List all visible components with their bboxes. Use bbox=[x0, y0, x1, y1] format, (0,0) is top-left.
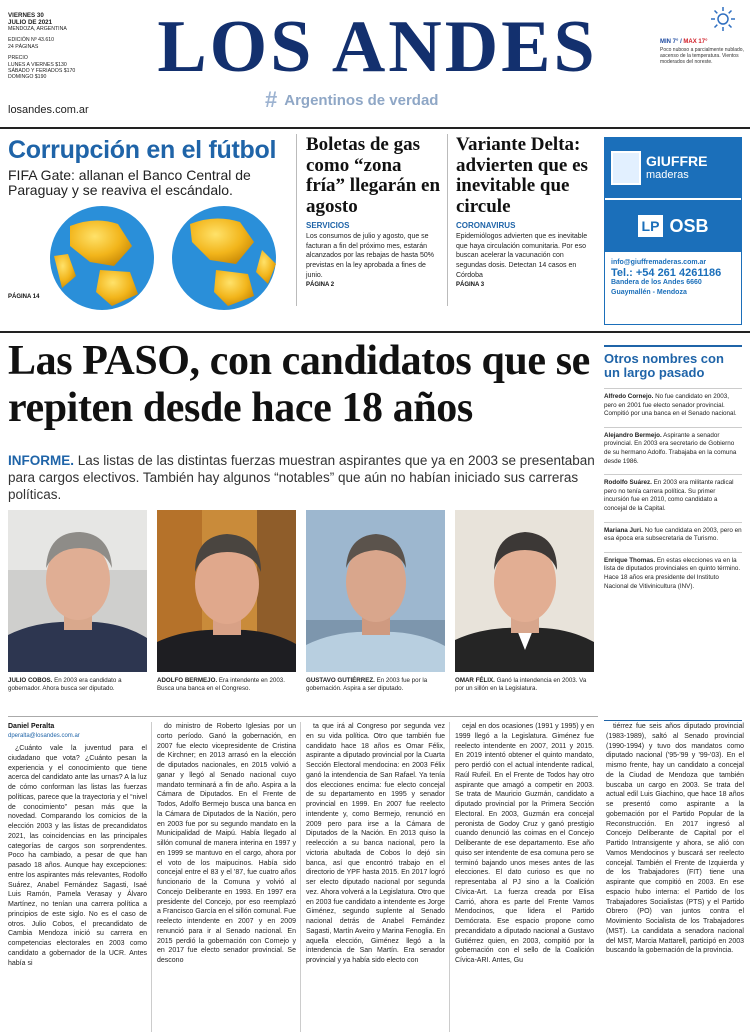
teaser-gas bbox=[306, 135, 441, 288]
tagline bbox=[265, 87, 439, 112]
article-column-2 bbox=[157, 722, 296, 1032]
sidebar-item-thomas bbox=[604, 552, 742, 591]
byline-email[interactable]: dperalta@losandes.com.ar bbox=[8, 733, 80, 739]
date-line-1: VIERNES 30 bbox=[8, 12, 44, 19]
article-column-3 bbox=[306, 722, 445, 1032]
weather-box bbox=[660, 6, 744, 65]
photo-omar-felix bbox=[455, 510, 594, 672]
sidebar-item-name: Mariana Juri. bbox=[604, 526, 643, 534]
main-headline[interactable]: Las PASO, con candidatos que se repiten desde hace 18 años bbox=[8, 338, 590, 431]
section-rule bbox=[0, 331, 750, 333]
article-column-1 bbox=[8, 744, 147, 1032]
ad-logo-icon bbox=[611, 151, 641, 185]
ad-product-block bbox=[605, 200, 741, 252]
price-line-4: DOMINGO $190 bbox=[8, 74, 47, 81]
caption-felix-text: Ganó la intendencia en 2003. Va por un sillón en la Legislatura. bbox=[455, 677, 587, 693]
sidebar-item-name: Alfredo Cornejo. bbox=[604, 393, 654, 400]
sidebar-item-text: Aspirante a senador provincial. En 2003 era secretario de Gobierno de su hermano Adolfo. Trabajaba en la comuna desde 1986. bbox=[604, 431, 737, 465]
body-rule bbox=[8, 716, 598, 717]
edition-line-2: 24 PÁGINAS bbox=[8, 43, 39, 50]
hash-icon: # bbox=[265, 87, 278, 112]
teaser-football-page: PÁGINA 14 bbox=[8, 294, 40, 300]
teaser-delta-page: PÁGINA 3 bbox=[456, 281, 485, 288]
article-text-4: cejal en dos ocasiones (1991 y 1995) y en 1999 llegó a la Legislatura. Giménez fue reelecto intendente en 2007, 2011 y 2015. En 2019 intentó obtener el quinto mandato, pero perdió con el actual intendente radical, Raúl Rufeil. En el Frente de Todos hay otro aspirante que amagó a competir en 2003. Se trata de Mauricio Guzmán, candidato a diputado provincial por la Primera Sección Electoral. En 2003, Guzmán era concejal peronista de Godoy Cruz y ganó prestigio cuando denunció las coimas en el Concejo Deliberante de ese departamento. Ese año quiso ser intendente de esa comuna pero se terminó bajando unos meses antes de las elecciones. El dato curioso es que no representaba al PJ sino a la Coalición Cívica-Art. La fuerza creada por Elisa Carrió, ahora es parte del Frente Vamos Mendocinos, que lidera el Partido Demócrata. Ese espacio propone como precandidato a diputado nacional a Gustavo Gutiérrez quien, en 2003, compitió por la gobernación con el sello de la Coalición Cívica-ARI. Antes, Gu bbox=[455, 723, 594, 964]
ad-brand bbox=[646, 154, 707, 182]
date-line-2: JULIO DE 2021 bbox=[8, 19, 53, 26]
ad-city: Guaymallén - Mendoza bbox=[611, 289, 687, 296]
date-line-3: MENDOZA, ARGENTINA bbox=[8, 26, 67, 32]
sidebar-item-text: No fue candidata en 2003, pero en esa época era subsecretaria de Turismo. bbox=[604, 526, 742, 543]
caption-cobos-name: JULIO COBOS. bbox=[8, 677, 53, 684]
globe-balls-image bbox=[40, 206, 286, 310]
caption-bermejo-name: ADOLFO BERMEJO. bbox=[157, 677, 218, 684]
sidebar-box bbox=[604, 345, 742, 591]
caption-cobos-text: En 2003 era candidato a gobernador. Ahora busca ser diputado. bbox=[8, 677, 122, 693]
price-line-2: LUNES A VIERNES $130 bbox=[8, 61, 67, 68]
sidebar-item-juri bbox=[604, 522, 742, 544]
ad-address: Bandera de los Andes 6660 bbox=[611, 279, 702, 286]
teaser-gas-headline[interactable]: Boletas de gas como “zona fría” llegarán en agosto bbox=[306, 134, 441, 217]
price-line-1: PRECIO bbox=[8, 55, 28, 62]
temp-max: MAX 17° bbox=[683, 39, 708, 45]
teaser-gas-page: PÁGINA 2 bbox=[306, 281, 335, 288]
sidebar-title: Otros nombres con un largo pasado bbox=[604, 345, 742, 380]
sidebar-item-name: Alejandro Bermejo. bbox=[604, 431, 662, 439]
article-text-5: tiérrez fue seis años diputado provincial (1983-1989), saltó al Senado provincial (1990-1994) y tuvo dos mandatos como diputado nacional ('95-'99 y '99-'03). En el mismo frente, hay un candidato a concejal de la Ciudad de Mendoza que también buscaba un cargo en 2003. Se trata del actual edil Luis Giachino, que hace 18 años se presentó como aspirante a la gobernación por el Partido Popular de la Reconstrucción. En 2017 ingresó al Concejo Deliberante de Capital por el Partido Intransigente y ahora, se alió con Vamos Mendocinos y buscará ser reelecto concejal. También el Frente de Izquierda y de los Trabajadores (FIT) tiene una aspirante que compitió en 2003. En ese espacio hubo interna: el Partido de los Trabajadores Socialistas (PTS) y el Partido Obrero (PO) van juntos contra el Movimiento Socialista de los Trabajadores (MST). La candidata a senadora nacional del MST, Marcia Mattarell, participó en 2003 buscando la gobernación de la provincia. bbox=[606, 723, 744, 955]
edition-info bbox=[8, 12, 108, 81]
ad-tel: Tel.: +54 261 4261186 bbox=[611, 267, 722, 279]
byline-name: Daniel Peralta bbox=[8, 723, 55, 730]
caption-gutierrez-name: GUSTAVO GUTIÉRREZ. bbox=[306, 677, 375, 684]
forecast: Poco nuboso a parcialmente nublado, ascenso de la temperatura. Vientos moderados del noreste. bbox=[660, 47, 744, 65]
byline bbox=[8, 722, 80, 741]
sidebar-rule bbox=[604, 720, 742, 721]
caption-gutierrez-text: En 2003 fue por la gobernación. Aspira a ser diputado. bbox=[306, 677, 428, 693]
column-divider bbox=[151, 722, 152, 1032]
teaser-gas-body: Los consumos de julio y agosto, que se facturan a fin del próximo mes, estarán alcanzados por las rebajas de hasta 50% previstas en la ley aprobada a fines de junio. bbox=[306, 233, 435, 279]
main-lead bbox=[8, 452, 598, 503]
column-divider bbox=[447, 134, 448, 306]
ad-lp: LP bbox=[638, 215, 664, 237]
masthead-rule bbox=[0, 127, 750, 129]
sidebar-item-name: Enrique Thomas. bbox=[604, 556, 656, 564]
teaser-delta-body: Epidemiólogos advierten que es inevitable que haya circulación comunitaria. Por eso buscan acelerar la vacunación con segundas dosis. Detectan 14 casos en Córdoba bbox=[456, 233, 588, 279]
ad-brand-block bbox=[605, 138, 741, 198]
caption-bermejo-text: Era intendente en 2003. Busca una banca en el Congreso. bbox=[157, 677, 285, 693]
article-column-5 bbox=[606, 722, 744, 1032]
teaser-football-headline[interactable]: Corrupción en el fútbol bbox=[8, 136, 277, 164]
teaser-gas-kicker: SERVICIOS bbox=[306, 221, 350, 230]
photo-gustavo-gutierrez bbox=[306, 510, 445, 672]
article-text-2: do ministro de Roberto Iglesias por un corto período. Ganó la gobernación, en 2007 fue electo vicepresidente de Cristina de Kirchner; en 2013 arrasó en la elección de diputados nacionales, en 2015 volvió a ganar y llegó al Senado nacional cuyo mandato terminará a fin de año. Aspira a la Cámara de Diputados. En el Frente de Todos, Adolfo Bermejo busca una banca en la Cámara de Diputados de la Nación, pero en 2003 fue por su segundo mandato en la Municipalidad de Maipú. Había llegado al sillón comunal de manera interina en 1997 y en 1999 se mantuvo en el cargo, ahora por el voto de los maipucinos. Había sido concejal entre el 83 y el '87, fue cuatro años funcionario de la Comuna y volvió al Concejo Deliberante en 1993. En 1997 era presidente del Concejo, por eso reemplazó a Francisco García en el sillón comunal. Fue reelecto intendente en 2007 y en 2009 renunció para ir al Senado nacional. En 2015 perdió la gobernación con Cornejo y en 2017 fue electo senador provincial. Se descono bbox=[157, 723, 296, 964]
sidebar-item-a-bermejo bbox=[604, 427, 742, 466]
ad-contact bbox=[605, 252, 741, 298]
sidebar-item-text: No fue candidato en 2003, pero en 2001 fue electo senador provincial. Compitió por una banca en el Senado nacional. bbox=[604, 393, 737, 418]
column-divider bbox=[300, 722, 301, 1032]
sidebar-item-text: En 2003 era militante radical pero no tenía carrera política. Su primer incursión fue en 2010, como candidato a concejal de la Capital. bbox=[604, 479, 734, 512]
lead-text: Las listas de las distintas fuerzas muestran aspirantes que ya en 2003 se presentaban para cargos electivos. También hay algunos “notables” que aún no habían iniciado sus carreras políticas. bbox=[8, 453, 595, 502]
caption-cobos bbox=[8, 677, 149, 694]
sidebar-item-cornejo bbox=[604, 388, 742, 419]
site-url[interactable]: losandes.com.ar bbox=[8, 104, 89, 116]
teaser-football-sub: FIFA Gate: allanan el Banco Central de Paraguay y se reaviva el escándalo. bbox=[8, 167, 251, 198]
ad-brand-sub: maderas bbox=[646, 169, 689, 181]
temperature bbox=[660, 39, 744, 45]
article-text-1: ¿Cuánto vale la juventud para el ciudadano que vota? ¿Cuánto pesan la experiencia y el conocimiento que tiene acerca del candidato ante las urnas? A la luz de cómo conforman las listas las fuerzas políticas, parece que la trayectoria y el “nivel de conocimiento” pesan más que la novedad. Comparando los comicios de la elección 2003 y las listas de precandidatos 2021, las coincidencias en las principales categorías de cargos son sorprendentes. Poco ha cambiado, a pesar de que han pasado 18 años. Aunque hay excepciones: entre los aspirantes más relevantes, Rodolfo Suárez, Anabel Fernández Sagasti, Isaé Luis Ramón, Pamela Verasay y Álvaro Martínez, no tenían una carrera política a principios de este siglo. No es el caso de otros. Julio Cobos, el precandidato de Cambia Mendoza inició su carrera en competencias electorales en 2003 como candidato a gobernador de la UCR. Antes había si bbox=[8, 745, 147, 967]
sidebar-item-suarez bbox=[604, 474, 742, 513]
tagline-text: Argentinos de verdad bbox=[284, 91, 439, 109]
column-divider bbox=[296, 134, 297, 306]
article-text-3: ta que irá al Congreso por segunda vez en su vida política. Otro que también fue candidato hace 18 años es Omar Félix, aspirante a diputado provincial por la Cuarta Sección Electoral mendocina: en 2003 Félix ganó la intendencia de San Rafael. Ya tenía dos elecciones encima: fue electo concejal de su departamento en 1995 y senador provincial en 1999. En 2007 fue reelecto intendente y, como Bermejo, renunció en 2009 pero para irse a la Cámara de Diputados de la Nación. En 2013 quiso la reelección a su banca nacional, pero la victoria abultada de Cobos lo dejó sin banca, así que encontró trabajo en el directorio de YPF hasta 2015. En 2017 logró ser electo diputado nacional por segunda vez. Ahora volverá a la Legislatura. Otro que en 2003 fue candidato a intendente es Jorge Giménez, segundo suplente al Senado nacional detrás de Anabel Fernández Sagasti, Martín Aveiro y Marina Fenoglia. En aquella elección, Giménez llegó a la intendencia de San Martín. Era senador provincial y ya había sido electo con bbox=[306, 723, 445, 964]
teaser-delta-kicker: CORONAVIRUS bbox=[456, 221, 516, 230]
newspaper-logo: LOS ANDES bbox=[157, 6, 598, 88]
sidebar-item-text: En estas elecciones va en la lista de diputados provinciales en quinto término. Hace 18 años era presidente del Instituto Nacional de Vitivinicultura (INV). bbox=[604, 556, 741, 590]
caption-felix bbox=[455, 677, 596, 694]
ad-email: info@giuffremaderas.com.ar bbox=[611, 259, 707, 266]
column-divider bbox=[449, 722, 450, 1032]
photo-adolfo-bermejo bbox=[157, 510, 296, 672]
edition-line-1: EDICIÓN Nº 43.610 bbox=[8, 37, 55, 44]
article-column-4 bbox=[455, 722, 594, 1032]
sidebar-item-name: Rodolfo Suárez. bbox=[604, 479, 652, 487]
ad-brand-name: GIUFFRE bbox=[646, 153, 708, 169]
sun-icon bbox=[710, 6, 736, 32]
photo-julio-cobos bbox=[8, 510, 147, 672]
caption-gutierrez bbox=[306, 677, 447, 694]
teaser-delta-headline[interactable]: Variante Delta: advierten que es inevitable que circule bbox=[456, 134, 588, 217]
teaser-delta bbox=[456, 135, 596, 288]
ad-osb: OSB bbox=[669, 215, 709, 236]
caption-bermejo bbox=[157, 677, 298, 694]
lead-kicker: INFORME. bbox=[8, 453, 74, 468]
caption-felix-name: OMAR FÉLIX. bbox=[455, 677, 495, 684]
advertisement[interactable] bbox=[604, 137, 742, 325]
temp-min: MIN 7° / bbox=[660, 39, 682, 45]
price-line-3: SÁBADO Y FERIADOS $170 bbox=[8, 68, 76, 75]
